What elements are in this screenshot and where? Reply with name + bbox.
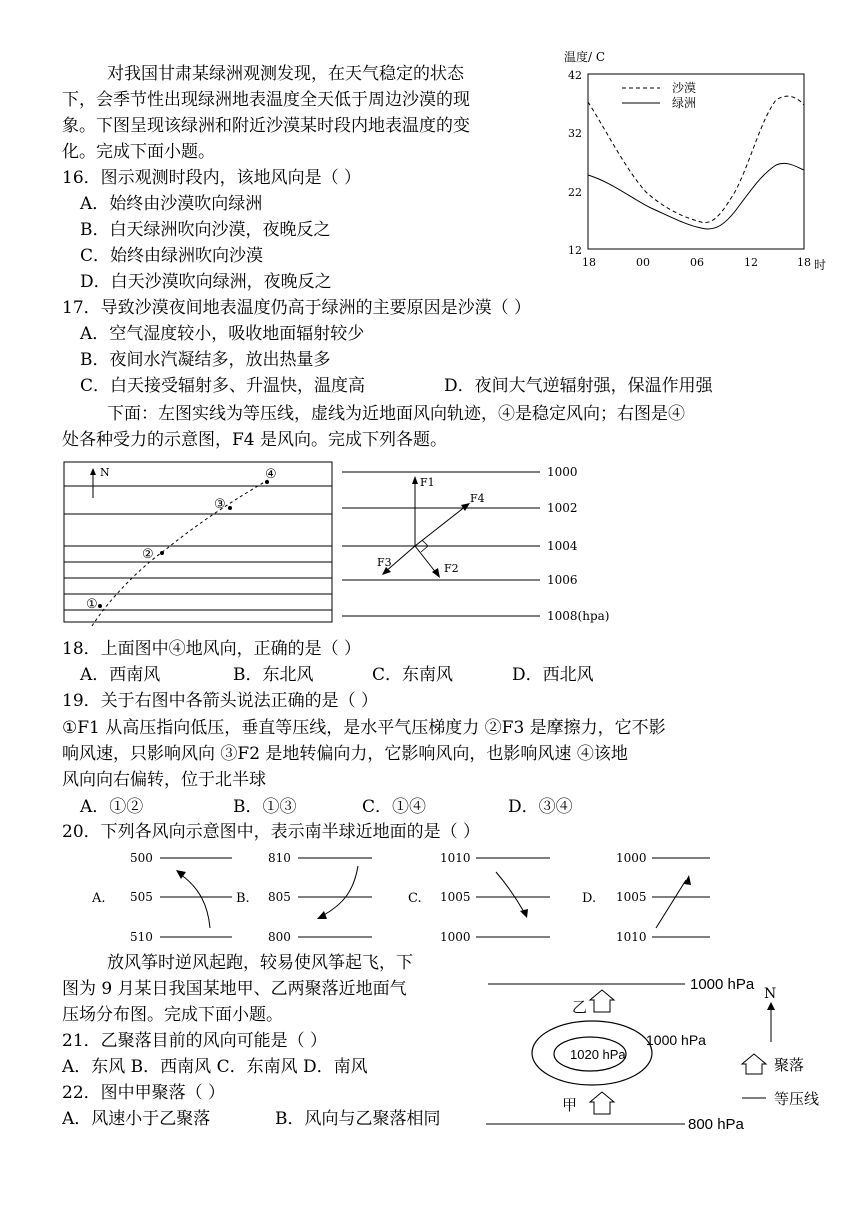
- q16-stem: 16．图示观测时段内，该地风向是（ ）: [62, 168, 362, 188]
- isobar-label: 1002: [547, 501, 578, 515]
- panel-a-label: A.: [92, 891, 106, 906]
- village-jia-label: 甲: [562, 1096, 578, 1114]
- desert-line: [588, 96, 804, 222]
- ytick: 42: [568, 69, 582, 82]
- q16-opt-a[interactable]: A．始终由沙漠吹向绿洲: [80, 194, 263, 214]
- wind-trajectory: [92, 480, 268, 626]
- q18-opt-d[interactable]: D．西北风: [512, 665, 594, 685]
- ytick: 32: [568, 127, 582, 140]
- legend-isobar: 等压线: [774, 1090, 820, 1108]
- force-f3: F3: [377, 556, 392, 569]
- panel-d-val: 1000: [616, 851, 647, 865]
- q17-opt-c[interactable]: C．白天接受辐射多、升温快，温度高: [80, 376, 366, 396]
- panel-a-val: 500: [130, 851, 153, 865]
- q17-stem: 17．导致沙漠夜间地表温度仍高于绿洲的主要原因是沙漠（ ）: [62, 298, 532, 318]
- panel-c-val: 1000: [440, 930, 471, 944]
- q21-stem: 21．乙聚落目前的风向可能是（ ）: [62, 1031, 328, 1051]
- isobar-label: 1006: [547, 573, 578, 587]
- ytick: 12: [568, 244, 582, 257]
- point-2: ②: [142, 547, 154, 562]
- intro2-line1: 下面：左图实线为等压线，虚线为近地面风向轨迹，④是稳定风向；右图是④: [107, 404, 685, 424]
- panel-d-val: 1010: [616, 930, 647, 944]
- temperature-chart: [556, 40, 856, 280]
- xtick: 18: [582, 256, 596, 269]
- intro1-line4: 化。完成下面小题。: [62, 142, 215, 162]
- q19-line2: 响风速，只影响风向 ③F2 是地转偏向力，它影响风向，也影响风速 ④该地: [62, 744, 628, 764]
- q22-stem: 22．图中甲聚落（ ）: [62, 1083, 226, 1103]
- q18-opt-b[interactable]: B．东北风: [233, 665, 314, 685]
- panel-a-val: 505: [130, 890, 153, 904]
- xtick: 06: [690, 256, 704, 269]
- village-yi-label: 乙: [572, 998, 588, 1016]
- q19-line1: ①F1 从高压指向低压，垂直等压线，是水平气压梯度力 ②F3 是摩擦力，它不影: [62, 718, 666, 738]
- panel-a-val: 510: [130, 930, 153, 944]
- intro1-line3: 象。下图呈现该绿洲和附近沙漠某时段内地表温度的变: [62, 116, 470, 136]
- isobar-mid: 1000 hPa: [646, 1032, 706, 1048]
- q19-opt-b[interactable]: B．①③: [233, 797, 297, 817]
- panel-c-val: 1005: [440, 890, 471, 904]
- xtick: 00: [636, 256, 650, 269]
- q21-opts[interactable]: A．东风 B．西南风 C．东南风 D．南风: [62, 1057, 368, 1077]
- intro2-line2: 处各种受力的示意图，F4 是风向。完成下列各题。: [62, 430, 448, 450]
- intro3-line3: 压场分布图。完成下面小题。: [62, 1005, 283, 1025]
- ytick: 22: [568, 186, 582, 199]
- q22-opt-a[interactable]: A．风速小于乙聚落: [62, 1109, 211, 1129]
- isobar-figure: [60, 458, 620, 630]
- isobar-bottom: 800 hPa: [688, 1116, 744, 1133]
- intro1-line2: 下，会季节性出现绿洲地表温度全天低于周边沙漠的现: [62, 90, 470, 110]
- isobar-label: 1008(hpa): [547, 609, 610, 623]
- panel-b-label: B.: [236, 891, 250, 906]
- panel-b-val: 800: [268, 930, 291, 944]
- legend-desert: 沙漠: [672, 81, 697, 95]
- xtick: 18: [797, 256, 811, 269]
- q19-line3: 风向向右偏转，位于北半球: [62, 770, 266, 790]
- q22-opt-b[interactable]: B．风向与乙聚落相同: [275, 1109, 441, 1129]
- q19-opt-d[interactable]: D．③④: [508, 797, 573, 817]
- q20-stem: 20．下列各风向示意图中，表示南半球近地面的是（ ）: [62, 822, 481, 842]
- q19-opt-c[interactable]: C．①④: [362, 797, 427, 817]
- xtick: 12: [744, 256, 758, 269]
- intro3-line2: 图为 9 月某日我国某地甲、乙两聚落近地面气: [62, 979, 407, 999]
- q18-opt-c[interactable]: C．东南风: [372, 665, 454, 685]
- q19-stem: 19．关于右图中各箭头说法正确的是（ ）: [62, 691, 379, 711]
- intro1-line1: 对我国甘肃某绿洲观测发现，在天气稳定的状态: [107, 64, 464, 84]
- q16-opt-d[interactable]: D．白天沙漠吹向绿洲，夜晚反之: [80, 272, 332, 292]
- panel-d-val: 1005: [616, 890, 647, 904]
- point-4: ④: [265, 467, 277, 482]
- legend-village: 聚落: [774, 1056, 805, 1074]
- panel-d-label: D.: [582, 891, 597, 906]
- pressure-field-figure: [480, 962, 840, 1140]
- isobar-label: 1000: [547, 465, 578, 479]
- xunit: 时: [814, 258, 827, 272]
- force-f1: F1: [420, 476, 435, 489]
- panel-b-val: 810: [268, 851, 291, 865]
- wind-direction-options: [60, 846, 800, 946]
- q16-opt-c[interactable]: C．始终由绿洲吹向沙漠: [80, 246, 264, 266]
- north-label: N: [100, 466, 110, 479]
- panel-c-val: 1010: [440, 851, 471, 865]
- q19-opt-a[interactable]: A．①②: [80, 797, 144, 817]
- q17-opt-b[interactable]: B．夜间水汽凝结多，放出热量多: [80, 350, 331, 370]
- q18-opt-a[interactable]: A．西南风: [80, 665, 161, 685]
- intro3-line1: 放风筝时逆风起跑，较易使风筝起飞，下: [107, 953, 413, 973]
- q17-opt-a[interactable]: A．空气湿度较小，吸收地面辐射较少: [80, 324, 365, 344]
- q17-opt-d[interactable]: D．夜间大气逆辐射强，保温作用强: [444, 376, 713, 396]
- north-label: N: [764, 986, 777, 1002]
- isobar-top: 1000 hPa: [690, 976, 755, 993]
- point-3: ③: [214, 497, 226, 512]
- force-f4: F4: [470, 492, 485, 505]
- q16-opt-b[interactable]: B．白天绿洲吹向沙漠，夜晚反之: [80, 220, 331, 240]
- chart-ylabel: 温度/ C: [564, 50, 606, 64]
- legend-oasis: 绿洲: [672, 96, 697, 110]
- panel-b-val: 805: [268, 890, 291, 904]
- isobar-label: 1004: [547, 539, 578, 553]
- panel-c-label: C.: [408, 891, 422, 906]
- force-f2: F2: [444, 562, 459, 575]
- oasis-line: [588, 163, 804, 229]
- point-1: ①: [86, 597, 98, 612]
- isobar-center: 1020 hPa: [570, 1047, 626, 1062]
- q18-stem: 18．上面图中④地风向，正确的是（ ）: [62, 639, 362, 659]
